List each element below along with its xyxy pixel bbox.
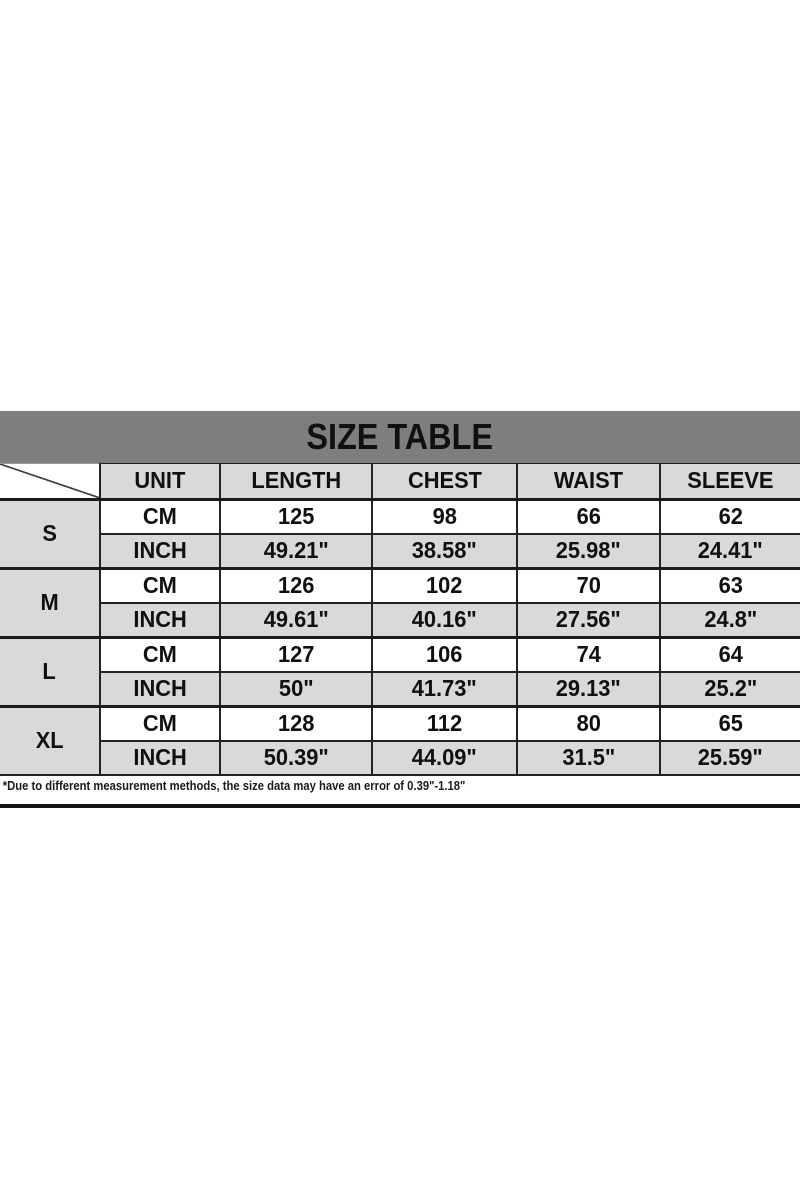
size-table-title: SIZE TABLE — [306, 416, 494, 457]
size-label-m: M — [0, 569, 100, 638]
col-header-unit — [100, 464, 220, 500]
cell-xl-cm-unit: CM — [100, 707, 220, 742]
cell-s-cm-waist: 66 — [517, 500, 660, 535]
cell-xl-cm-sleeve: 65 — [660, 707, 800, 742]
footnote-row — [0, 775, 800, 806]
cell-m-cm-length: 126 — [220, 569, 372, 604]
row-xl-inch — [0, 741, 800, 775]
cell-s-cm-sleeve: 62 — [660, 500, 800, 535]
diagonal-cell — [0, 464, 100, 500]
size-label-s: S — [0, 500, 100, 569]
cell-l-cm-sleeve: 64 — [660, 638, 800, 673]
cell-m-inch-chest: 40.16" — [372, 603, 517, 638]
cell-s-inch-length: 49.21" — [220, 534, 372, 569]
cell-xl-cm-waist: 80 — [517, 707, 660, 742]
cell-xl-cm-length: 128 — [220, 707, 372, 742]
size-chart — [0, 411, 800, 808]
cell-m-inch-length: 49.61" — [220, 603, 372, 638]
cell-s-inch-chest: 38.58" — [372, 534, 517, 569]
diagonal-line — [0, 464, 99, 498]
col-header-sleeve-label: SLEEVE — [687, 467, 774, 493]
cell-l-inch-waist: 29.13" — [517, 672, 660, 707]
row-s-inch — [0, 534, 800, 569]
cell-l-inch-chest: 41.73" — [372, 672, 517, 707]
col-header-chest — [372, 464, 517, 500]
cell-xl-inch-length: 50.39" — [220, 741, 372, 775]
cell-l-cm-unit: CM — [100, 638, 220, 673]
cell-xl-inch-sleeve: 25.59" — [660, 741, 800, 775]
cell-m-cm-unit: CM — [100, 569, 220, 604]
cell-l-inch-sleeve: 25.2" — [660, 672, 800, 707]
row-m-cm — [0, 569, 800, 604]
cell-s-cm-unit: CM — [100, 500, 220, 535]
col-header-sleeve — [660, 464, 800, 500]
size-table — [0, 463, 800, 808]
cell-s-inch-waist: 25.98" — [517, 534, 660, 569]
header-row — [0, 464, 800, 500]
col-header-chest-label: CHEST — [407, 467, 482, 493]
cell-l-inch-unit: INCH — [100, 672, 220, 707]
row-l-cm — [0, 638, 800, 673]
cell-xl-inch-waist: 31.5" — [517, 741, 660, 775]
cell-m-cm-sleeve: 63 — [660, 569, 800, 604]
size-label-l: L — [0, 638, 100, 707]
size-table-title-bar — [0, 411, 800, 463]
footnote-text: *Due to different measurement methods, the size data may have an error of 0.39"-1.18" — [2, 779, 466, 793]
footnote-cell — [0, 775, 800, 806]
row-xl-cm — [0, 707, 800, 742]
cell-m-cm-waist: 70 — [517, 569, 660, 604]
cell-s-inch-unit: INCH — [100, 534, 220, 569]
cell-m-inch-sleeve: 24.8" — [660, 603, 800, 638]
cell-m-inch-waist: 27.56" — [517, 603, 660, 638]
col-header-unit-label: UNIT — [134, 467, 186, 493]
col-header-length-label: LENGTH — [251, 467, 341, 493]
cell-m-cm-chest: 102 — [372, 569, 517, 604]
cell-l-cm-chest: 106 — [372, 638, 517, 673]
cell-s-cm-chest: 98 — [372, 500, 517, 535]
row-m-inch — [0, 603, 800, 638]
cell-l-inch-length: 50" — [220, 672, 372, 707]
col-header-waist-label: WAIST — [553, 467, 624, 493]
cell-l-cm-waist: 74 — [517, 638, 660, 673]
cell-s-inch-sleeve: 24.41" — [660, 534, 800, 569]
cell-xl-inch-unit: INCH — [100, 741, 220, 775]
col-header-waist — [517, 464, 660, 500]
row-l-inch — [0, 672, 800, 707]
cell-m-inch-unit: INCH — [100, 603, 220, 638]
cell-xl-inch-chest: 44.09" — [372, 741, 517, 775]
cell-s-cm-length: 125 — [220, 500, 372, 535]
cell-l-cm-length: 127 — [220, 638, 372, 673]
row-s-cm — [0, 500, 800, 535]
col-header-length — [220, 464, 372, 500]
size-label-xl: XL — [0, 707, 100, 776]
cell-xl-cm-chest: 112 — [372, 707, 517, 742]
